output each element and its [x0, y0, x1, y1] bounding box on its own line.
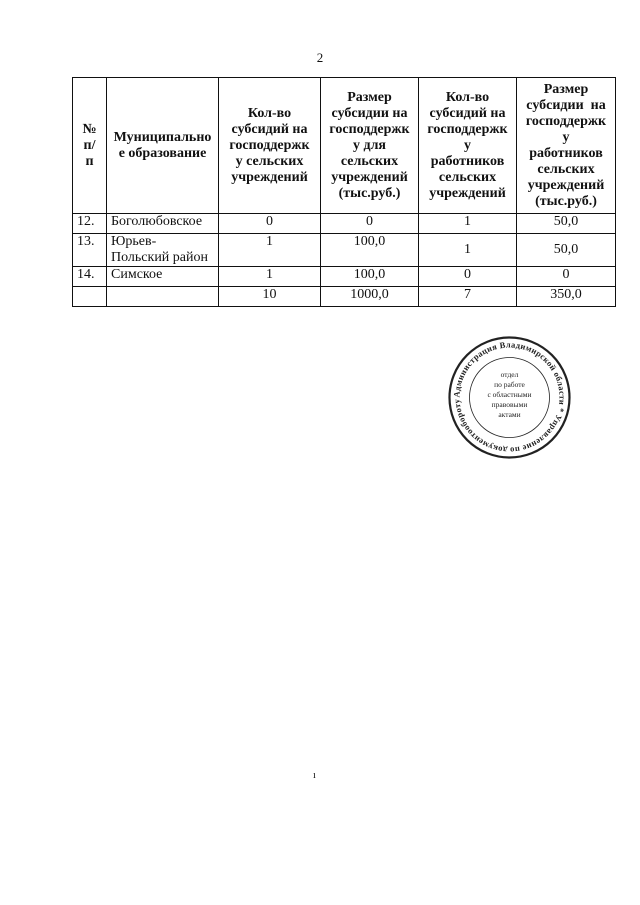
stamp-line-3: с областными	[487, 390, 532, 399]
cell-amount-work: 50,0	[517, 214, 616, 234]
table-row	[73, 214, 616, 234]
cell-num: 13.	[73, 234, 107, 267]
cell-count-work: 1	[419, 214, 517, 234]
header-count-workers: Кол-во субсидий на господдержк у работников сельских учреждений	[419, 78, 517, 214]
page-number: 2	[316, 50, 324, 65]
cell-amount-inst: 100,0	[321, 234, 419, 267]
total-count-inst: 10	[219, 287, 321, 307]
official-stamp	[447, 335, 572, 460]
table-row	[73, 234, 616, 267]
cell-count-inst: 1	[219, 234, 321, 267]
header-amount-institutions: Размер субсидии на господдержк у для сельских учреждений (тыс.руб.)	[321, 78, 419, 214]
stamp-line-4: правовыми	[491, 400, 528, 409]
header-count-institutions: Кол-во субсидий на господдержк у сельских учреждений	[219, 78, 321, 214]
cell-count-work: 1	[419, 234, 517, 267]
cell-count-work: 0	[419, 267, 517, 287]
stamp-line-1: отдел	[500, 370, 519, 379]
cell-count-inst: 0	[219, 214, 321, 234]
scan-speck: ı	[313, 770, 316, 781]
cell-name: Боголюбовское	[107, 214, 219, 234]
cell-name: Симское	[107, 267, 219, 287]
cell-count-inst: 1	[219, 267, 321, 287]
cell-amount-inst: 100,0	[321, 267, 419, 287]
stamp-line-5: актами	[498, 410, 521, 419]
subsidy-table	[72, 77, 616, 307]
cell-amount-inst: 0	[321, 214, 419, 234]
cell-amount-work: 0	[517, 267, 616, 287]
cell-amount-work: 50,0	[517, 234, 616, 267]
header-municipality: Муниципально е образование	[107, 78, 219, 214]
cell-num: 14.	[73, 267, 107, 287]
stamp-line-2: по работе	[494, 380, 525, 389]
header-amount-workers: Размер субсидии на господдержк у работников сельских учреждений (тыс.руб.)	[517, 78, 616, 214]
cell-num	[73, 287, 107, 307]
stamp-ring-text: Администрация Владимирской области * Управление по документообороту	[451, 339, 568, 456]
table-header-row	[73, 78, 616, 214]
cell-name	[107, 287, 219, 307]
cell-num: 12.	[73, 214, 107, 234]
total-amount-work: 350,0	[517, 287, 616, 307]
total-count-work: 7	[419, 287, 517, 307]
total-row	[73, 287, 616, 307]
header-num: № п/ п	[73, 78, 107, 214]
total-amount-inst: 1000,0	[321, 287, 419, 307]
cell-name: Юрьев-Польский район	[107, 234, 219, 267]
table-row	[73, 267, 616, 287]
